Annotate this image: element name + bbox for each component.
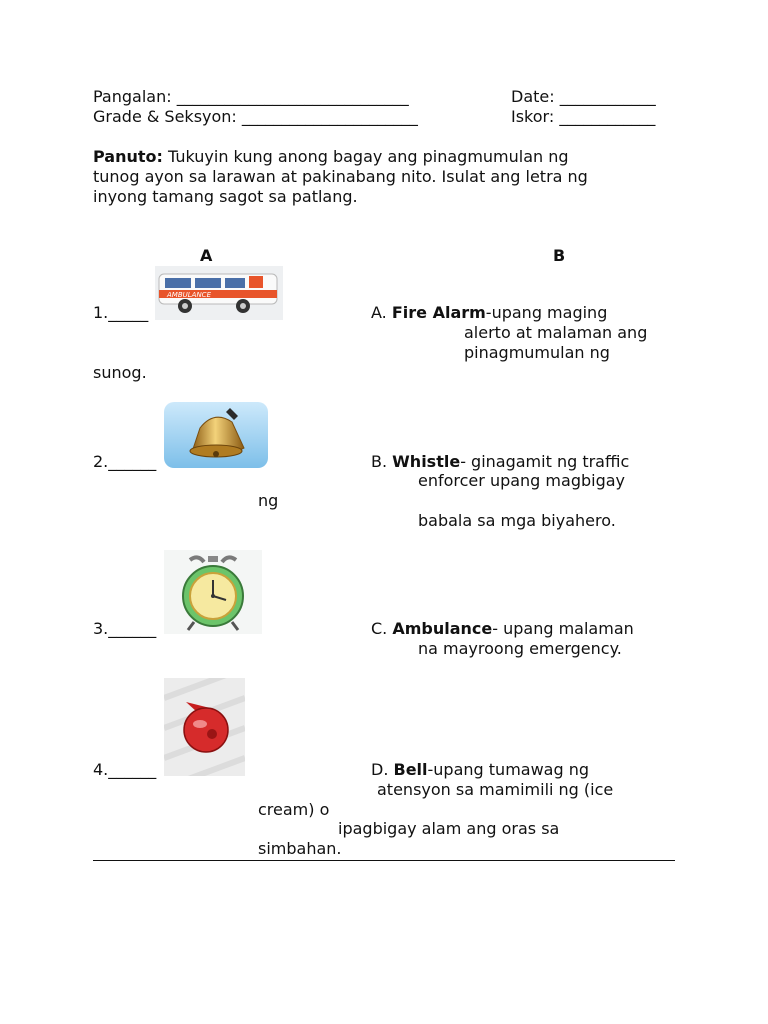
instructions-line-2: tunog ayon sa larawan at pakinabang nito. Isulat ang letra ng — [93, 167, 588, 186]
choice-d-term: Bell — [393, 760, 428, 779]
answer-blank[interactable]: ______ — [108, 452, 157, 471]
choice-a-line-2: alerto at malaman ang — [464, 323, 648, 342]
choice-a: A. Fire Alarm-upang maging — [371, 303, 608, 322]
instructions-label: Panuto: — [93, 147, 163, 166]
ambulance-picture-text: AMBULANCE — [167, 291, 211, 299]
instructions-line-1: Panuto: Tukuyin kung anong bagay ang pinagmumulan ng — [93, 147, 569, 166]
choice-a-term: Fire Alarm — [391, 303, 486, 322]
item-1-answer[interactable]: 1._____ — [93, 303, 149, 322]
date-label: Date: — [511, 87, 560, 106]
column-a-header: A — [200, 246, 213, 265]
item-4-answer[interactable]: 4.______ — [93, 760, 157, 779]
item-3-answer[interactable]: 3.______ — [93, 619, 157, 638]
instructions-line-3: inyong tamang sagot sa patlang. — [93, 187, 358, 206]
alarm-clock-picture — [164, 550, 262, 634]
date-blank[interactable]: ____________ — [559, 87, 656, 106]
whistle-picture — [164, 678, 245, 776]
choice-d: D. Bell-upang tumawag ng — [371, 760, 590, 779]
column-b-header: B — [553, 246, 566, 265]
choice-d-line-4: ipagbigay alam ang oras sa — [338, 819, 560, 838]
date-field[interactable] — [511, 87, 656, 107]
name-label: Pangalan: — [93, 87, 177, 106]
choice-b-line-4: babala sa mga biyahero. — [418, 511, 616, 530]
score-label: Iskor: — [511, 107, 560, 126]
choice-a-line-3: pinagmumulan ng — [464, 343, 610, 362]
choice-b: B. Whistle- ginagamit ng traffic — [371, 452, 630, 471]
answer-blank[interactable]: _____ — [108, 303, 149, 322]
name-blank[interactable]: _____________________________ — [176, 87, 409, 106]
choice-d-line-5: simbahan. — [258, 839, 342, 858]
bottom-divider — [93, 860, 675, 861]
grade-field[interactable] — [93, 107, 418, 127]
choice-b-term: Whistle — [392, 452, 461, 471]
choice-b-line-2: enforcer upang magbigay — [418, 471, 625, 490]
score-blank[interactable]: ____________ — [559, 107, 656, 126]
choice-c-term: Ambulance — [392, 619, 493, 638]
ambulance-picture — [155, 266, 283, 320]
answer-blank[interactable]: ______ — [108, 760, 157, 779]
answer-blank[interactable]: ______ — [108, 619, 157, 638]
score-field[interactable] — [511, 107, 655, 127]
grade-blank[interactable]: ______________________ — [241, 107, 418, 126]
choice-c: C. Ambulance- upang malaman — [371, 619, 634, 638]
item-2-answer[interactable]: 2.______ — [93, 452, 157, 471]
choice-d-line-2: atensyon sa mamimili ng (ice — [377, 780, 614, 799]
name-field[interactable] — [93, 87, 409, 107]
choice-b-line-3: ng — [258, 491, 279, 510]
bell-picture — [164, 402, 268, 468]
choice-c-line-2: na mayroong emergency. — [418, 639, 622, 658]
choice-a-line-4: sunog. — [93, 363, 147, 382]
grade-label: Grade & Seksyon: — [93, 107, 242, 126]
choice-d-line-3: cream) o — [258, 800, 330, 819]
